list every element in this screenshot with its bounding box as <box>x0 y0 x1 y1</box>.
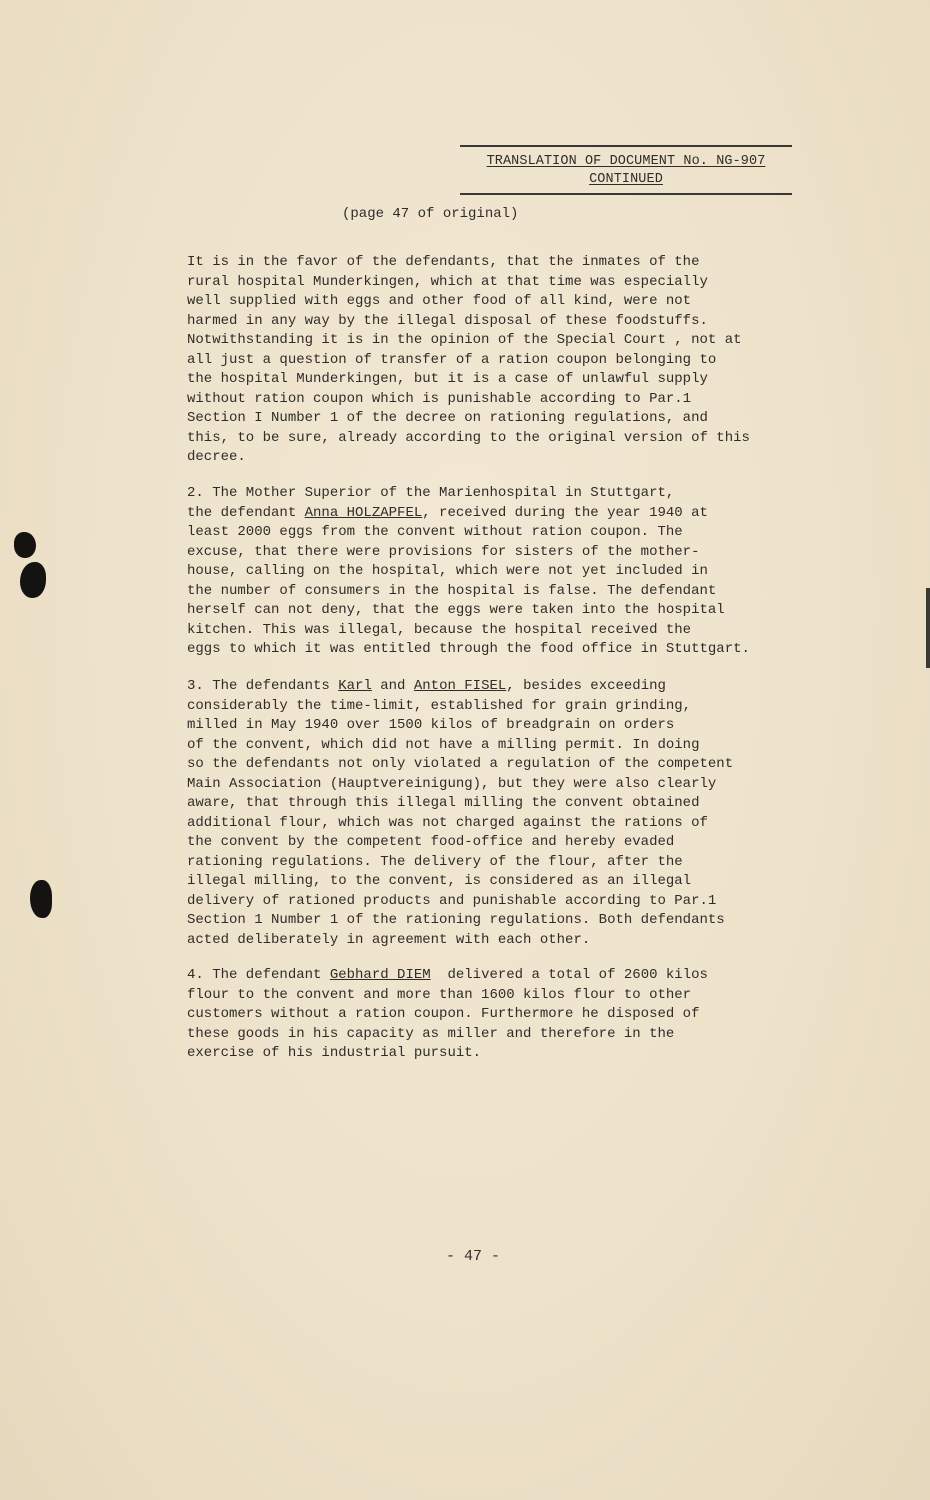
defendant-name-holzapfel: Anna HOLZAPFEL <box>304 504 423 521</box>
paragraph-3-text-b: , besides exceeding considerably the time-limit, established for grain grinding, milled in May 1940 over 1500 kilos of breadgrain on orders of the convent, which did not have a milling permit. In doing so the defendants not only violated a regulation of the competent Main Association (Hauptvereinigung), but they were also clearly aware, that through this illegal milling the convent obtained additional flour, which was not charged against the rations of the convent by the competent food-office and hereby evaded rationing regulations. The delivery of the flour, after the illegal milling, to the convent, is considered as an illegal delivery of rationed products and punishable according to Par.1 Section 1 Number 1 of the rationing regulations. Both defendants acted deliberately in agreement with each other. <box>187 678 734 948</box>
paragraph-4 <box>187 966 847 1064</box>
defendant-name-karl: Karl <box>338 678 372 694</box>
paragraph-2-text-a: 2. The Mother Superior of the Marienhospital in Stuttgart, the defendant <box>187 485 675 521</box>
paragraph-2 <box>187 484 847 660</box>
page-edge-mark <box>926 588 930 668</box>
binder-hole-mark <box>30 880 52 918</box>
paragraph-3-and: and <box>371 678 414 694</box>
paragraph-4-text-b: delivered a total of 2600 kilos flour to the convent and more than 1600 kilos flour to other customers without a ration coupon. Furthermore he disposed of these goods in his capacity as miller and therefore in the exercise of his industrial pursuit. <box>187 967 708 1061</box>
paragraph-2-text-b: , received during the year 1940 at least 2000 eggs from the convent without ration coupon. The excuse, that there were provisions for sisters of the mother- house, calling on the hospital, which were not yet included in the number of consumers in the hospital is false. The defendant herself can not deny, that the eggs were taken into the hospital kitchen. This was illegal, because the hospital received the eggs to which it was entitled through the food office in Stuttgart. <box>187 504 750 657</box>
paragraph-1: It is in the favor of the defendants, that the inmates of the rural hospital Munderkingen, which at that time was especially well supplied with eggs and other food of all kind, were not harmed in any way by the illegal disposal of these foodstuffs. Notwithstanding it is in the opinion of the Special Court , not at all just a question of transfer of a ration coupon belonging to the hospital Munderkingen, but it is a case of unlawful supply without ration coupon which is punishable according to Par.1 Section I Number 1 of the decree on rationing regulations, and this, to be sure, already according to the original version of this decree. <box>187 254 750 465</box>
document-header <box>460 145 792 195</box>
paragraph-3-text-a: 3. The defendants <box>187 678 339 694</box>
original-page-reference: (page 47 of original) <box>342 206 519 222</box>
binder-hole-mark <box>14 532 36 558</box>
defendant-name-diem: Gebhard DIEM <box>329 967 431 983</box>
document-title: TRANSLATION OF DOCUMENT No. NG-907 <box>486 154 766 169</box>
defendant-name-anton-fisel: Anton FISEL <box>413 678 507 694</box>
binder-hole-mark <box>20 562 46 598</box>
paragraph-3 <box>187 677 847 950</box>
page-number: - 47 - <box>446 1248 501 1265</box>
continued-label: CONTINUED <box>589 172 663 187</box>
paragraph-4-text-a: 4. The defendant <box>187 967 330 983</box>
